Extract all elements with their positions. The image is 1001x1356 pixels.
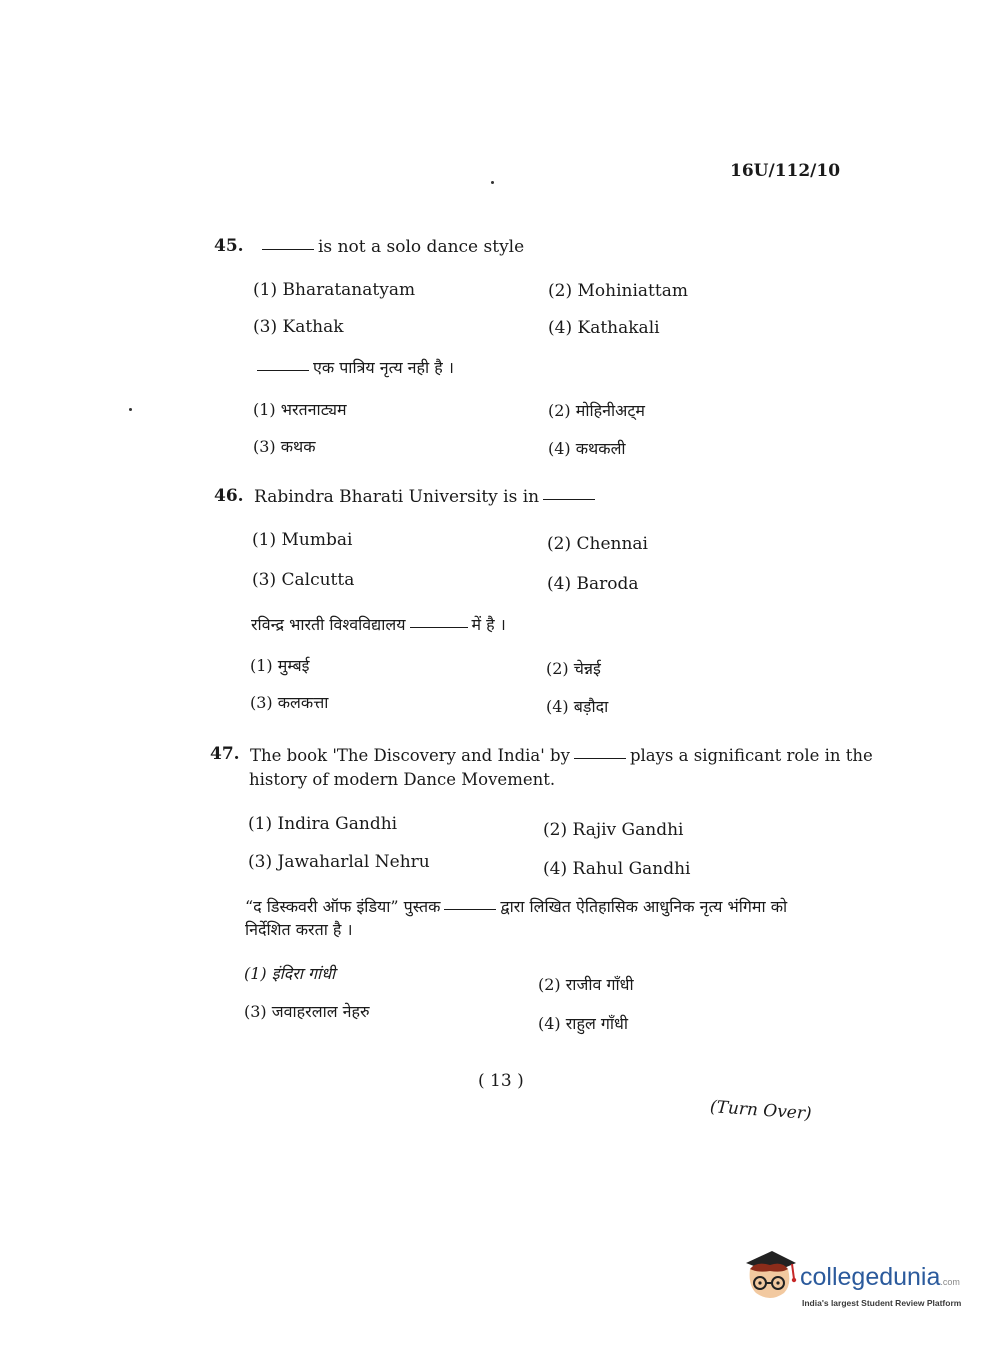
option-1: (1) Bharatanatyam	[253, 280, 416, 300]
scan-speck	[129, 408, 132, 411]
option-3: (3) Kathak	[253, 317, 344, 337]
paper-code: 16U/112/10	[730, 161, 841, 181]
option-1: (1) Mumbai	[252, 530, 353, 550]
question-number: 45.	[214, 236, 244, 256]
answer-blank	[257, 370, 309, 371]
question-text: Rabindra Bharati University is in	[254, 487, 599, 507]
question-text: The book 'The Discovery and India' by plays a significant role in the	[250, 746, 873, 765]
student-mascot-icon	[742, 1249, 798, 1309]
option-4-hindi: (4) राहुल गाँधी	[538, 1014, 629, 1033]
option-2-hindi: (2) चेन्नई	[546, 659, 601, 678]
answer-blank	[444, 909, 496, 910]
option-3-hindi: (3) कलकत्ता	[250, 693, 329, 712]
option-4: (4) Kathakali	[548, 318, 660, 338]
option-4-hindi: (4) बड़ौदा	[546, 697, 609, 716]
answer-blank	[574, 758, 626, 759]
option-2-hindi: (2) मोहिनीअट्म	[548, 401, 645, 420]
turn-over-note: (Turn Over)	[709, 1097, 813, 1125]
question-text: is not a solo dance style	[258, 237, 524, 257]
question-text-hindi-line2: निर्देशित करता है ।	[245, 920, 353, 939]
option-1: (1) Indira Gandhi	[248, 814, 398, 834]
question-text-line2: history of modern Dance Movement.	[249, 770, 556, 789]
question-number: 47.	[210, 744, 240, 764]
answer-blank	[543, 499, 595, 500]
scan-speck	[491, 181, 494, 184]
option-1-hindi: (1) मुम्बई	[250, 656, 310, 675]
question-text-hindi: रविन्द्र भारती विश्वविद्यालय में है ।	[251, 615, 506, 634]
question-number: 46.	[214, 486, 244, 506]
option-4-hindi: (4) कथकली	[548, 439, 626, 458]
option-2: (2) Rajiv Gandhi	[543, 820, 684, 840]
option-3-hindi: (3) कथक	[253, 437, 316, 456]
option-1-hindi: (1) इंदिरा गांधी	[244, 964, 336, 983]
option-3-hindi: (3) जवाहरलाल नेहरु	[244, 1002, 370, 1021]
question-text-hindi: “द डिस्कवरी ऑफ इंडिया” पुस्तक द्वारा लिखित ऐतिहासिक आधुनिक नृत्य भंगिमा को	[245, 897, 788, 916]
brand-tagline: India's largest Student Review Platform	[802, 1298, 962, 1308]
collegedunia-watermark	[742, 1249, 972, 1311]
option-2-hindi: (2) राजीव गाँधी	[538, 975, 634, 994]
option-3: (3) Calcutta	[252, 570, 355, 590]
option-4: (4) Baroda	[547, 574, 639, 594]
option-2: (2) Chennai	[547, 534, 648, 554]
question-text-hindi: एक पात्रिय नृत्य नही है ।	[253, 356, 454, 378]
option-3: (3) Jawaharlal Nehru	[248, 852, 430, 872]
brand-name: collegedunia.com	[800, 1263, 960, 1291]
option-2: (2) Mohiniattam	[548, 281, 688, 301]
option-4: (4) Rahul Gandhi	[543, 859, 691, 879]
answer-blank	[262, 249, 314, 250]
answer-blank	[410, 627, 468, 628]
option-1-hindi: (1) भरतनाट्यम	[253, 400, 347, 419]
page-number: ( 13 )	[478, 1071, 524, 1091]
